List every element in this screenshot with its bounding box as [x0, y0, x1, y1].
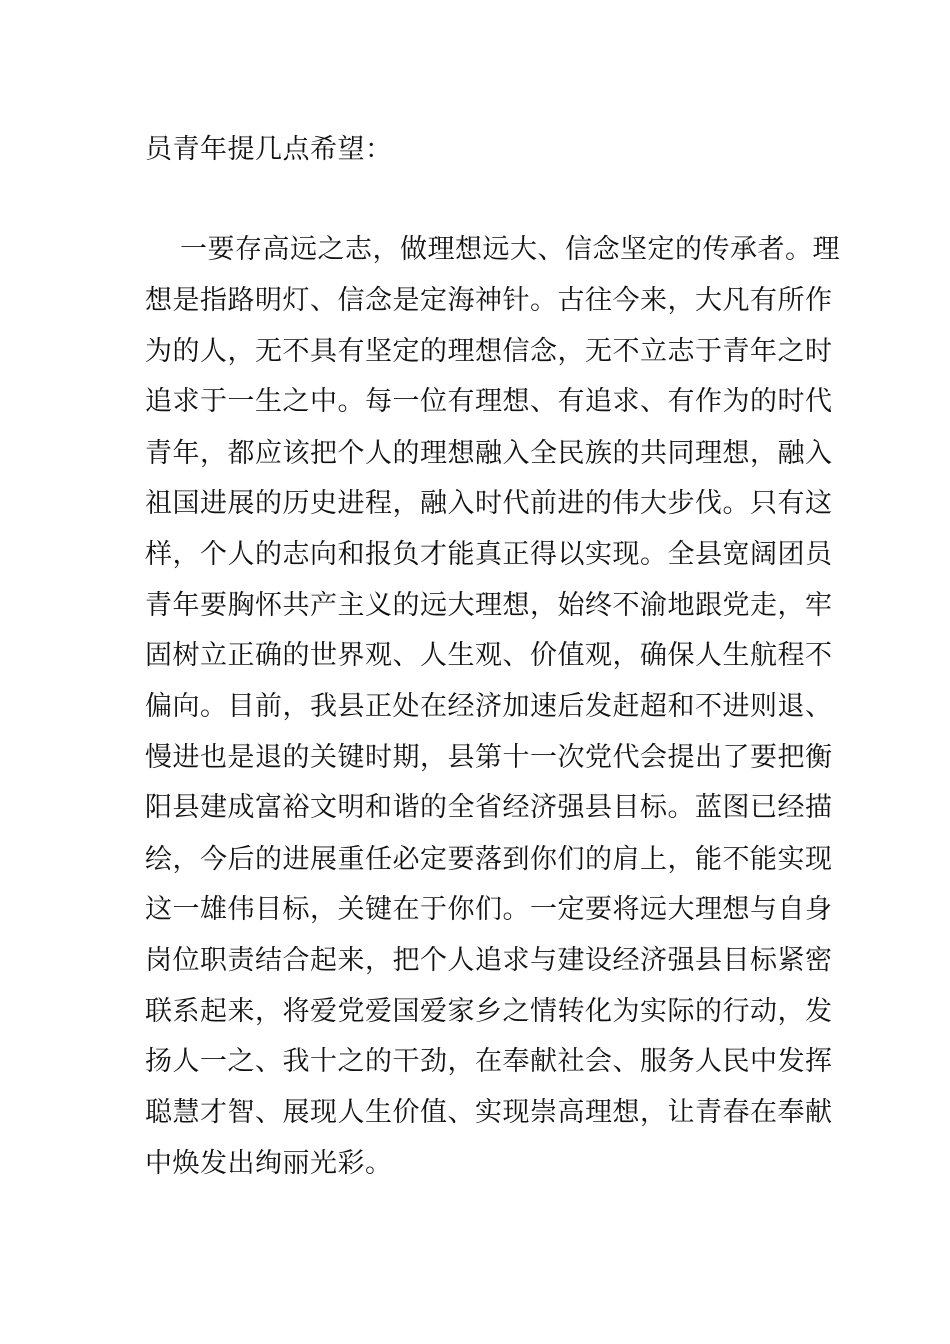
paragraph-line: 中焕发出绚丽光彩。 — [145, 1148, 393, 1179]
paragraph-line: 青年，都应该把个人的理想融入全民族的共同理想，融入 — [145, 438, 833, 469]
paragraph-line: 慢进也是退的关键时期，县第十一次党代会提出了要把衡 — [145, 742, 833, 773]
paragraph-line: 联系起来，将爱党爱国爱家乡之情转化为实际的行动，发 — [145, 996, 833, 1027]
paragraph-line: 祖国进展的历史进程，融入时代前进的伟大步伐。只有这 — [145, 488, 833, 519]
paragraph-line: 岗位职责结合起来，把个人追求与建设经济强县目标紧密 — [145, 945, 833, 976]
paragraph-line: 追求于一生之中。每一位有理想、有追求、有作为的时代 — [145, 386, 833, 417]
paragraph-line: 偏向。目前，我县正处在经济加速后发赶超和不进则退、 — [145, 691, 833, 722]
paragraph-line: 这一雄伟目标，关键在于你们。一定要将远大理想与自身 — [145, 894, 833, 925]
paragraph-line: 想是指路明灯、信念是定海神针。古往今来，大凡有所作 — [145, 285, 833, 316]
paragraph-line: 样，个人的志向和报负才能真正得以实现。全县宽阔团员 — [145, 539, 833, 570]
paragraph-line: 聪慧才智、展现人生价值、实现崇高理想，让青春在奉献 — [145, 1097, 833, 1128]
paragraph-line: 阳县建成富裕文明和谐的全省经济强县目标。蓝图已经描 — [145, 792, 833, 823]
paragraph-line: 扬人一之、我十之的干劲，在奉献社会、服务人民中发挥 — [145, 1046, 833, 1077]
paragraph-line: 为的人，无不具有坚定的理想信念，无不立志于青年之时 — [145, 336, 833, 367]
paragraph-line: 固树立正确的世界观、人生观、价值观，确保人生航程不 — [145, 640, 833, 671]
paragraph-line: 一要存高远之志，做理想远大、信念坚定的传承者。理 — [180, 234, 840, 265]
intro-line: 员青年提几点希望： — [145, 134, 393, 165]
paragraph-line: 青年要胸怀共产主义的远大理想，始终不渝地跟党走，牢 — [145, 590, 833, 621]
paragraph-line: 绘，今后的进展重任必定要落到你们的肩上，能不能实现 — [145, 844, 833, 875]
